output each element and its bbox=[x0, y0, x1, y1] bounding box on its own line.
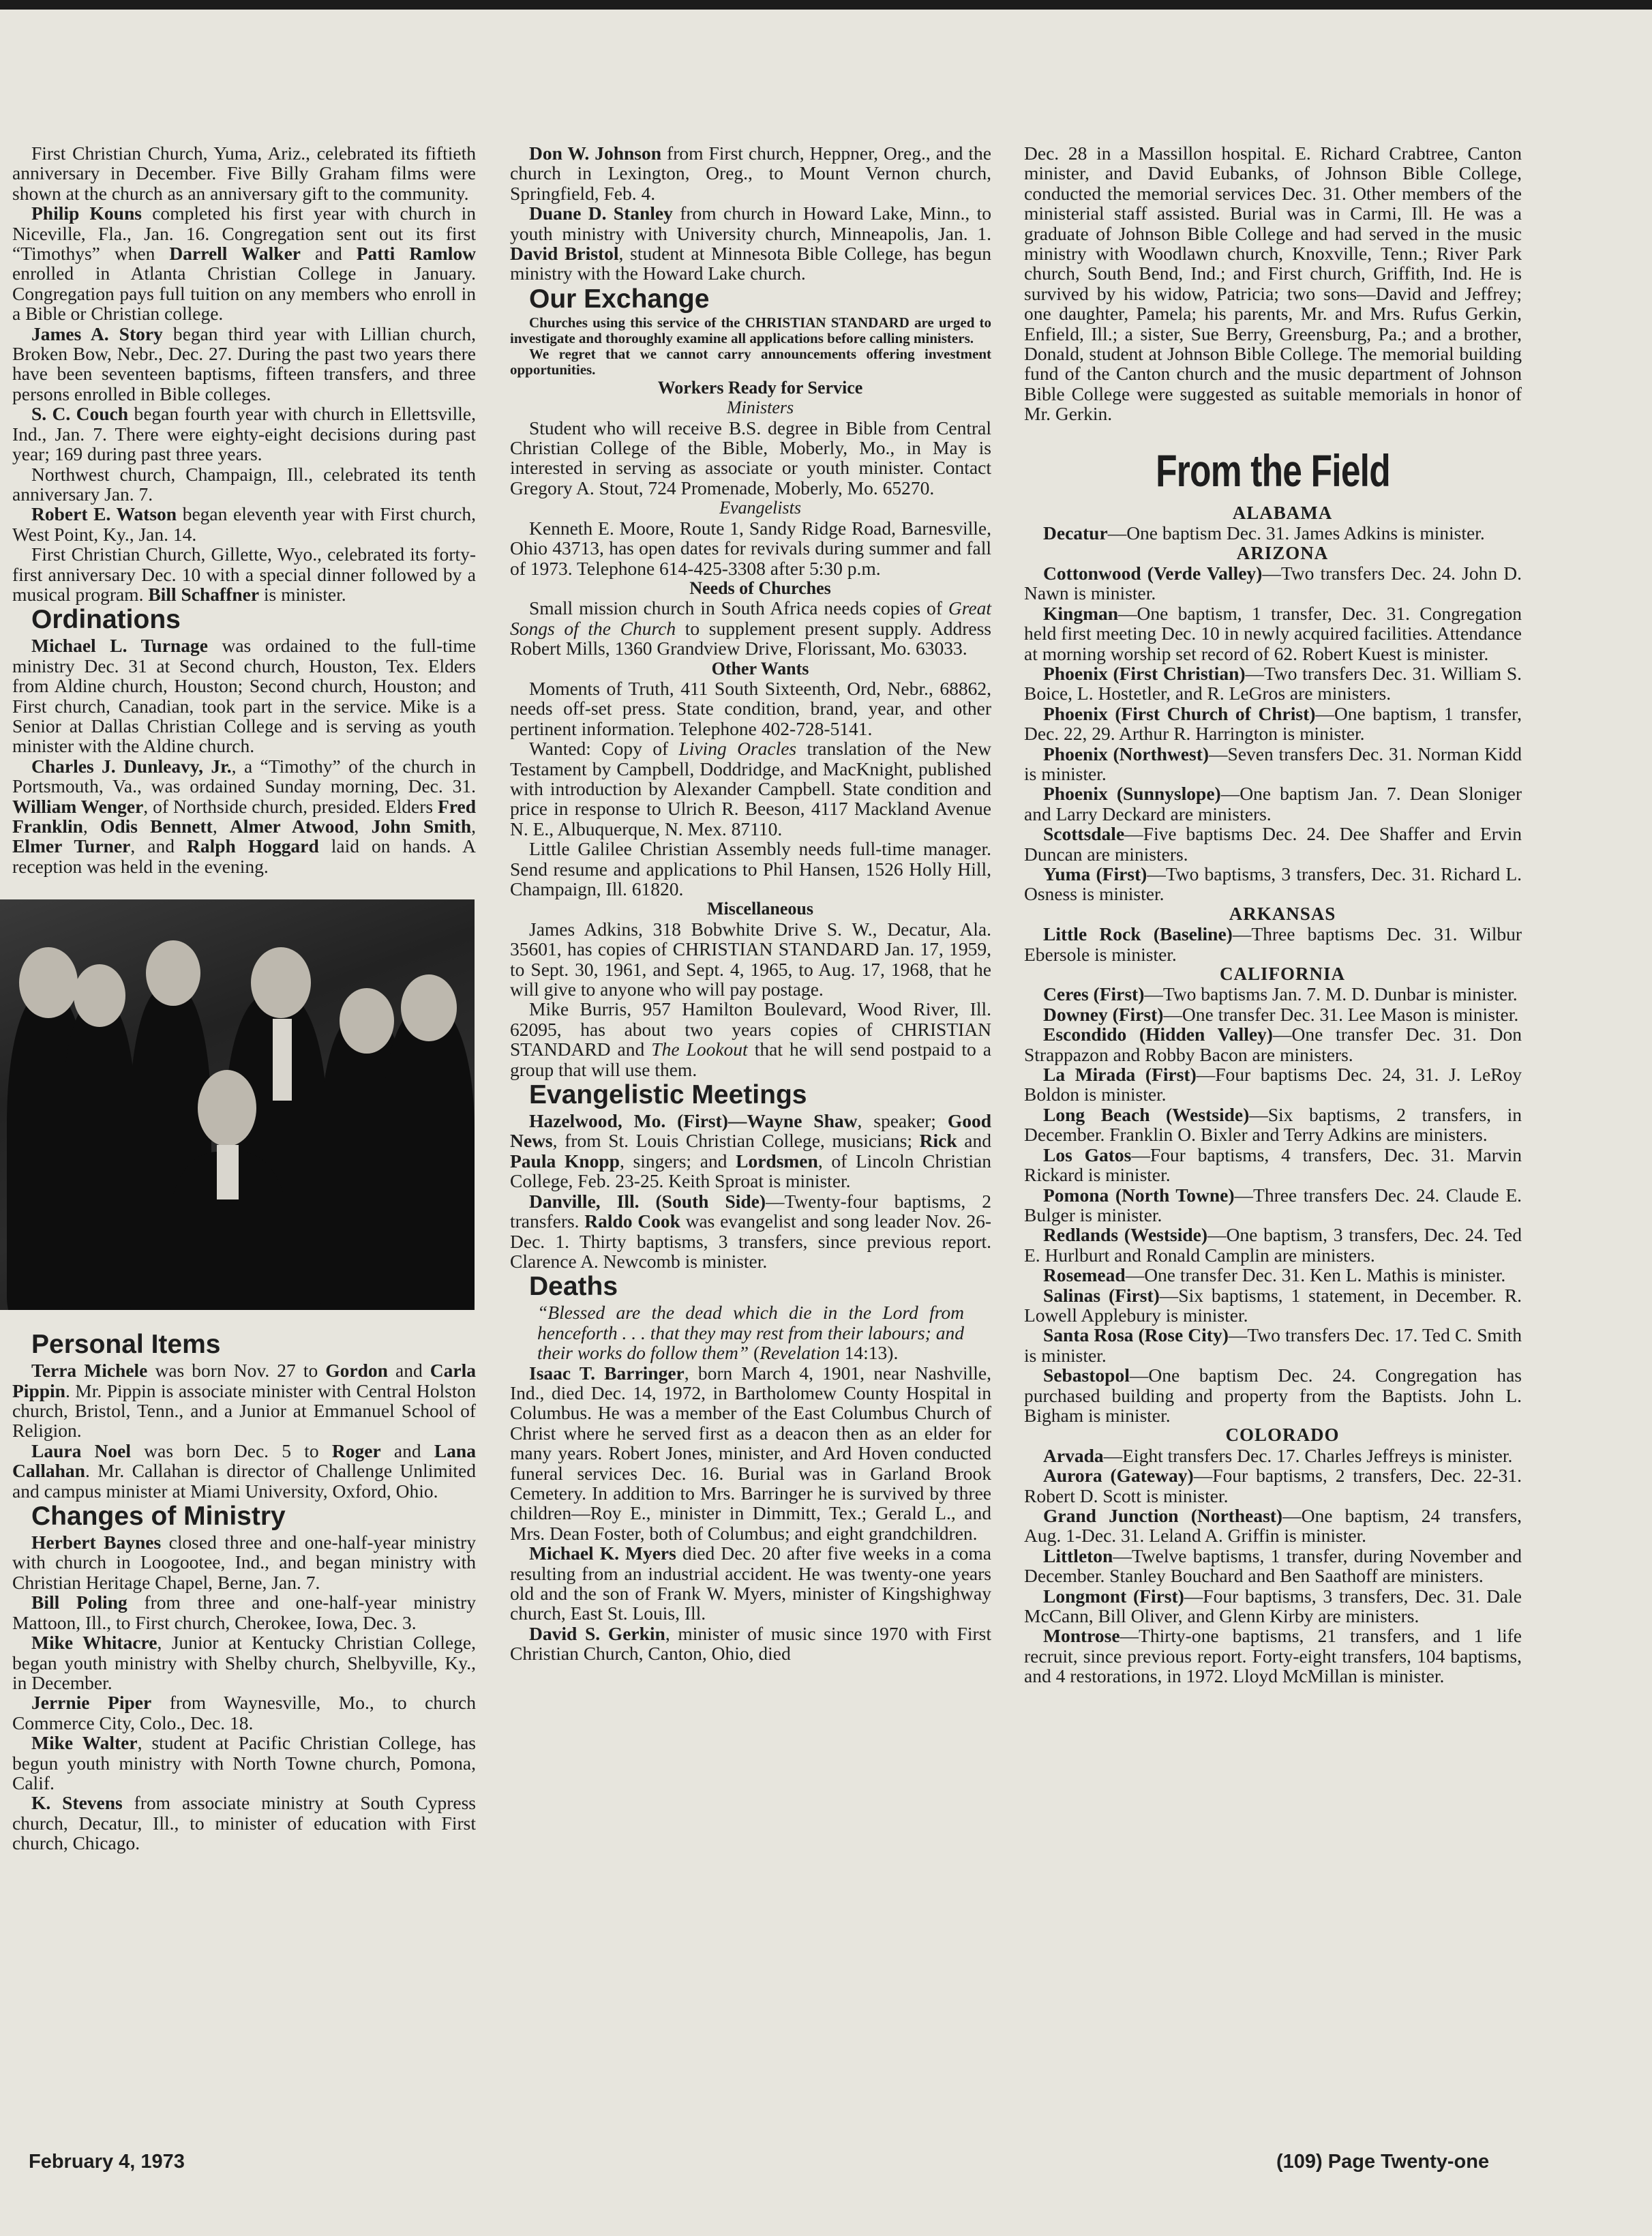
field-report-item: Decatur—One baptism Dec. 31. James Adkins is minister. bbox=[1043, 522, 1485, 544]
from-the-field-title: From the Field bbox=[1156, 445, 1390, 496]
paragraph: S. C. Couch began fourth year with church in Ellettsville, Ind., Jan. 7. There were eighty-eight decisions during past year; 169 during past three years. bbox=[12, 403, 476, 465]
field-report-item: Longmont (First)—Four baptisms, 3 transfers, Dec. 31. Dale McCann, Bill Oliver, and Glenn Kirby are ministers. bbox=[1024, 1585, 1522, 1627]
personal-items bbox=[12, 1360, 476, 1501]
paragraph: Little Galilee Christian Assembly needs full-time manager. Send resume and applications to Phil Hansen, 1526 Holly Hill, Champaign, Ill. 61820. bbox=[510, 838, 991, 899]
evangelists-heading: Evangelists bbox=[719, 498, 801, 518]
paragraph: David S. Gerkin, minister of music since 1970 with First Christian Church, Canton, Ohio, died bbox=[510, 1622, 991, 1665]
column-2 bbox=[510, 143, 991, 1664]
paragraph: Robert E. Watson began eleventh year with First church, West Point, Ky., Jan. 14. bbox=[12, 503, 476, 545]
field-report-item: La Mirada (First)—Four baptisms Dec. 24, 31. J. LeRoy Boldon is minister. bbox=[1024, 1064, 1522, 1105]
state-heading: CALIFORNIA bbox=[1219, 964, 1345, 985]
deaths-heading: Deaths bbox=[529, 1272, 618, 1302]
field-report-item: Downey (First)—One transfer Dec. 31. Lee Mason is minister. bbox=[1043, 1003, 1519, 1025]
field-report-item: Escondido (Hidden Valley)—One transfer Dec. 31. Don Strappazon and Robby Bacon are ministers. bbox=[1024, 1024, 1522, 1065]
paragraph: James A. Story began third year with Lillian church, Broken Bow, Nebr., Dec. 27. During the past two years there have been seventeen baptisms, fifteen transfers, and three persons enrolled in Bible colleges. bbox=[12, 323, 476, 404]
paragraph: Northwest church, Champaign, Ill., celebrated its tenth anniversary Jan. 7. bbox=[12, 463, 476, 505]
state-heading: ALABAMA bbox=[1232, 502, 1333, 523]
ordinations-items bbox=[12, 636, 476, 876]
field-report-item: Los Gatos—Four baptisms, 4 transfers, Dec. 31. Marvin Rickard is minister. bbox=[1024, 1144, 1522, 1186]
field-report-item: Scottsdale—Five baptisms Dec. 24. Dee Shaffer and Ervin Duncan are ministers. bbox=[1024, 823, 1522, 865]
personal-items-heading: Personal Items bbox=[31, 1330, 221, 1360]
paragraph: Herbert Baynes closed three and one-half-year ministry with church in Loogootee, Ind., and began ministry with Christian Heritage Chapel, Berne, Jan. 7. bbox=[12, 1532, 477, 1593]
paragraph: Danville, Ill. (South Side)—Twenty-four baptisms, 2 transfers. Raldo Cook was evangelist and song leader Nov. 26-Dec. 1. Thirty baptisms, 3 transfers, since previous report. Clarence A. Newcomb is minister. bbox=[510, 1190, 992, 1272]
field-report-item: Phoenix (Northwest)—Seven transfers Dec. 31. Norman Kidd is minister. bbox=[1024, 743, 1522, 784]
evangelists-item: Kenneth E. Moore, Route 1, Sandy Ridge Road, Barnesville, Ohio 43713, has open dates for revivals during summer and fall of 1973. Telephone 614-425-3308 after 5:30 p.m. bbox=[510, 517, 991, 579]
paragraph: Laura Noel was born Dec. 5 to Roger and Lana Callahan. Mr. Callahan is director of Challenge Unlimited and campus minister at Miami University, Oxford, Ohio. bbox=[12, 1440, 476, 1502]
field-report-item: Rosemead—One transfer Dec. 31. Ken L. Mathis is minister. bbox=[1043, 1264, 1506, 1286]
death-continued: Dec. 28 in a Massillon hospital. E. Richard Crabtree, Canton minister, and David Eubanks, of Johnson Bible College, conducted the memorial services Dec. 31. Other members of the ministerial staff assisted. Burial was in Carmi, Ill. He was a graduate of Johnson Bible College and had served in the music ministry with Woodlawn church, Knoxville, Tenn.; River Park church, South Bend, Ind.; and First church, Griffith, Ind. He is survived by his widow, Patricia; two sons—David and Jeffrey; one daughter, Pamela; his parents, Mr. and Mrs. Rufus Gerkin, Enfield, Ill.; a sister, Sue Berry, Greensburg, Pa.; and a brother, Donald, student at Johnson Bible College. The memorial building fund of the Canton church and the music department of Johnson Bible College were suggested as suitable memorials in honor of Mr. Gerkin. bbox=[1024, 143, 1522, 425]
deaths-items bbox=[510, 1363, 991, 1664]
needs-heading: Needs of Churches bbox=[689, 578, 831, 598]
ordinations-heading: Ordinations bbox=[31, 605, 181, 635]
field-report-item: Phoenix (Sunnyslope)—One baptism Jan. 7. Dean Sloniger and Larry Deckard are ministers. bbox=[1024, 783, 1522, 824]
field-report-item: Kingman—One baptism, 1 transfer, Dec. 31. Congregation held first meeting Dec. 10 in newly acquired facilities. Attendance at morning worship set record of 62. Robert Kuest is minister. bbox=[1024, 602, 1522, 664]
wants-items bbox=[510, 679, 991, 899]
paragraph: Moments of Truth, 411 South Sixteenth, Ord, Nebr., 68862, needs off-set press. State condition, brand, year, and other pertinent information. Telephone 402-728-5141. bbox=[510, 677, 991, 739]
needs-item: Small mission church in South Africa needs copies of Great Songs of the Church to supplement present supply. Address Robert Mills, 1360 Grandview Drive, Florissant, Mo. 63033. bbox=[510, 597, 991, 659]
field-report-item: Santa Rosa (Rose City)—Two transfers Dec. 17. Ted C. Smith is minister. bbox=[1024, 1324, 1522, 1366]
exchange-notes bbox=[510, 315, 991, 378]
paragraph: Churches using this service of the CHRISTIAN STANDARD are urged to investigate and thoroughly examine all applications before calling ministers. bbox=[510, 314, 991, 346]
field-report-item: Grand Junction (Northeast)—One baptism, 24 transfers, Aug. 1-Dec. 31. Leland A. Griffin is minister. bbox=[1024, 1505, 1522, 1547]
miscellaneous-heading: Miscellaneous bbox=[707, 899, 813, 919]
ministers-heading: Ministers bbox=[726, 398, 794, 418]
paragraph: Wanted: Copy of Living Oracles translation of the New Testament by Campbell, Doddridge, and MacKnight, published with introduction by Alexander Campbell. State condition and price in response to Ulrich R. Beeson, 4117 Mackland Avenue N. E., Albuquerque, N. Mex. 87110. bbox=[510, 738, 991, 839]
magazine-page bbox=[0, 10, 1652, 2236]
field-report-item: Pomona (North Towne)—Three transfers Dec. 24. Claude E. Bulger is minister. bbox=[1024, 1184, 1522, 1225]
field-report-item: Redlands (Westside)—One baptism, 3 transfers, Dec. 24. Ted E. Hurlburt and Ronald Camplin are ministers. bbox=[1024, 1224, 1522, 1266]
field-report-item: Salinas (First)—Six baptisms, 1 statement, in December. R. Lowell Applebury is minister. bbox=[1024, 1284, 1522, 1326]
ordination-photo bbox=[0, 899, 475, 1310]
paragraph: Charles J. Dunleavy, Jr., a “Timothy” of the church in Portsmouth, Va., was ordained Sunday morning, Dec. 31. William Wenger, of Northside church, presided. Elders Fred Franklin, Odis Bennett, Almer Atwood, John Smith, Elmer Turner, and Ralph Hoggard laid on hands. A reception was held in the evening. bbox=[12, 755, 477, 877]
field-report-item: Ceres (First)—Two baptisms Jan. 7. M. D. Dunbar is minister. bbox=[1043, 983, 1518, 1005]
field-report-item: Sebastopol—One baptism Dec. 24. Congregation has purchased building and property from the Baptists. John L. Bigham is minister. bbox=[1024, 1365, 1522, 1426]
field-report-item: Aurora (Gateway)—Four baptisms, 2 transfers, Dec. 22-31. Robert D. Scott is minister. bbox=[1024, 1465, 1522, 1506]
paragraph: We regret that we cannot carry announcements offering investment opportunities. bbox=[510, 345, 991, 378]
evangelistic-meetings-heading: Evangelistic Meetings bbox=[529, 1080, 807, 1110]
changes-items bbox=[12, 1532, 476, 1853]
field-report-item: Montrose—Thirty-one baptisms, 21 transfers, and 1 life recruit, since previous report. Forty-eight transfers, 104 baptisms, and 4 restorations, in 1972. Lloyd McMillan is minister. bbox=[1024, 1625, 1522, 1687]
footer-page-number: (109) Page Twenty-one bbox=[1276, 2151, 1490, 2173]
paragraph: Michael K. Myers died Dec. 20 after five weeks in a coma resulting from an industrial accident. He was twenty-one years old and the son of Frank W. Myers, minister of Kingshighway church, East St. Louis, Ill. bbox=[510, 1542, 991, 1624]
changes-continued bbox=[510, 143, 991, 284]
paragraph: Jerrnie Piper from Waynesville, Mo., to church Commerce City, Colo., Dec. 18. bbox=[12, 1692, 476, 1733]
state-reports bbox=[1024, 503, 1522, 1686]
field-report-item: Arvada—Eight transfers Dec. 17. Charles Jeffreys is minister. bbox=[1043, 1444, 1513, 1466]
paragraph: Duane D. Stanley from church in Howard Lake, Minn., to youth ministry with University church, Minneapolis, Jan. 1. David Bristol, student at Minnesota Bible College, has begun ministry with the Howard Lake church. bbox=[510, 203, 992, 284]
workers-heading: Workers Ready for Service bbox=[657, 377, 863, 398]
field-report-item: Phoenix (First Church of Christ)—One baptism, 1 transfer, Dec. 22, 29. Arthur R. Harrington is minister. bbox=[1024, 702, 1522, 745]
paragraph: K. Stevens from associate ministry at South Cypress church, Decatur, Ill., to minister of education with First church, Chicago. bbox=[12, 1792, 476, 1854]
field-report-item: Long Beach (Westside)—Six baptisms, 2 transfers, in December. Franklin O. Bixler and Terry Adkins are ministers. bbox=[1024, 1103, 1522, 1146]
paragraph: First Christian Church, Gillette, Wyo., celebrated its forty-first anniversary Dec. 10 with a special dinner followed by a musical program. Bill Schaffner is minister. bbox=[12, 543, 476, 605]
paragraph: Michael L. Turnage was ordained to the full-time ministry Dec. 31 at Second church, Houston, Tex. Elders from Aldine church, Houston; Second church, Houston; and First church, Canadian, took part in the service. Mike is a Senior at Dallas Christian College and is serving as youth minister with the Aldine church. bbox=[12, 635, 477, 757]
paragraph: Terra Michele was born Nov. 27 to Gordon and Carla Pippin. Mr. Pippin is associate minister with Central Holston church, Bristol, Tenn., and a Junior at Emmanuel School of Religion. bbox=[12, 1360, 476, 1442]
changes-of-ministry-heading: Changes of Ministry bbox=[31, 1502, 286, 1532]
column-3 bbox=[1024, 143, 1522, 1686]
paragraph: Philip Kouns completed his first year with church in Niceville, Fla., Jan. 16. Congregation sent out its first “Timothys” when Darrell Walker and Patti Ramlow enrolled in Atlanta Christian College in January. Congregation pays full tuition on any members who enroll in a Bible or Christian college. bbox=[12, 203, 476, 325]
column-1 bbox=[12, 143, 476, 1853]
paragraph: Mike Whitacre, Junior at Kentucky Christian College, began youth ministry with Shelby church, Shelbyville, Ky., in December. bbox=[12, 1632, 477, 1693]
state-heading: ARKANSAS bbox=[1229, 903, 1336, 924]
field-report-item: Littleton—Twelve baptisms, 1 transfer, during November and December. Stanley Bouchard and Ben Saathoff are ministers. bbox=[1024, 1545, 1522, 1587]
paragraph: Isaac T. Barringer, born March 4, 1901, near Nashville, Ind., died Dec. 14, 1972, in Bartholomew County Hospital in Columbus. He was a member of the East Columbus Church of Christ where he served first as a deacon then as an elder for many years. Robert Jones, minister, and Ard Hoven conducted funeral services Dec. 16. Burial was in Garland Brook Cemetery. In addition to Mrs. Barringer he is survived by three children—Roy E., minister in Dimmitt, Tex.; Gerald L., and Mrs. Dean Foster, both of Columbus; and eight grandchildren. bbox=[510, 1362, 991, 1544]
other-wants-heading: Other Wants bbox=[711, 658, 809, 679]
field-report-item: Yuma (First)—Two baptisms, 3 transfers, Dec. 31. Richard L. Osness is minister. bbox=[1024, 863, 1522, 905]
field-report-item: Little Rock (Baseline)—Three baptisms Dec. 31. Wilbur Ebersole is minister. bbox=[1024, 923, 1522, 965]
deaths-scripture-quote: “Blessed are the dead which die in the Lord from henceforth . . . that they may rest from their labours; and their works do follow them” (Revelation 14:13). bbox=[537, 1302, 964, 1364]
paragraph: First Christian Church, Yuma, Ariz., celebrated its fiftieth anniversary in December. Five Billy Graham films were shown at the church as an anniversary gift to the community. bbox=[12, 143, 476, 204]
paragraph: Bill Poling from three and one-half-year ministry Mattoon, Ill., to First church, Cherokee, Iowa, Dec. 3. bbox=[12, 1592, 477, 1633]
ministers-item: Student who will receive B.S. degree in Bible from Central Christian College of the Bible, Moberly, Mo., in May is interested in serving as associate or youth minister. Contact Gregory A. Stout, 724 Promenade, Moberly, Mo. 65270. bbox=[510, 417, 991, 498]
paragraph: Mike Burris, 957 Hamilton Boulevard, Wood River, Ill. 62095, has about two years copies of CHRISTIAN STANDARD and The Lookout that he will send postpaid to a group that will use them. bbox=[510, 998, 991, 1080]
paragraph: James Adkins, 318 Bobwhite Drive S. W., Decatur, Ala. 35601, has copies of CHRISTIAN STANDARD Jan. 17, 1959, to Sept. 30, 1961, and Sept. 4, 1965, to Aug. 17, 1968, that he will give to anyone who will pay postage. bbox=[510, 918, 991, 1000]
state-heading: COLORADO bbox=[1225, 1425, 1340, 1446]
paragraph: Mike Walter, student at Pacific Christian College, has begun youth ministry with North Towne church, Pomona, Calif. bbox=[12, 1732, 477, 1793]
evangelistic-items bbox=[510, 1111, 991, 1271]
misc-items bbox=[510, 919, 991, 1079]
paragraph: Don W. Johnson from First church, Heppner, Oreg., and the church in Lexington, Oreg., to Mount Vernon church, Springfield, Feb. 4. bbox=[510, 143, 991, 204]
state-heading: ARIZONA bbox=[1236, 542, 1329, 563]
our-exchange-heading: Our Exchange bbox=[529, 284, 710, 314]
paragraph: Hazelwood, Mo. (First)—Wayne Shaw, speaker; Good News, from St. Louis Christian College, musicians; Rick and Paula Knopp, singers; and Lordsmen, of Lincoln Christian College, Feb. 23-25. Keith Sproat is minister. bbox=[510, 1110, 991, 1192]
field-report-item: Phoenix (First Christian)—Two transfers Dec. 31. William S. Boice, L. Hostetler, and R. LeGros are ministers. bbox=[1024, 662, 1522, 704]
footer-date: February 4, 1973 bbox=[29, 2151, 185, 2173]
field-report-item: Cottonwood (Verde Valley)—Two transfers Dec. 24. John D. Nawn is minister. bbox=[1024, 562, 1522, 604]
intro-items bbox=[12, 143, 476, 604]
